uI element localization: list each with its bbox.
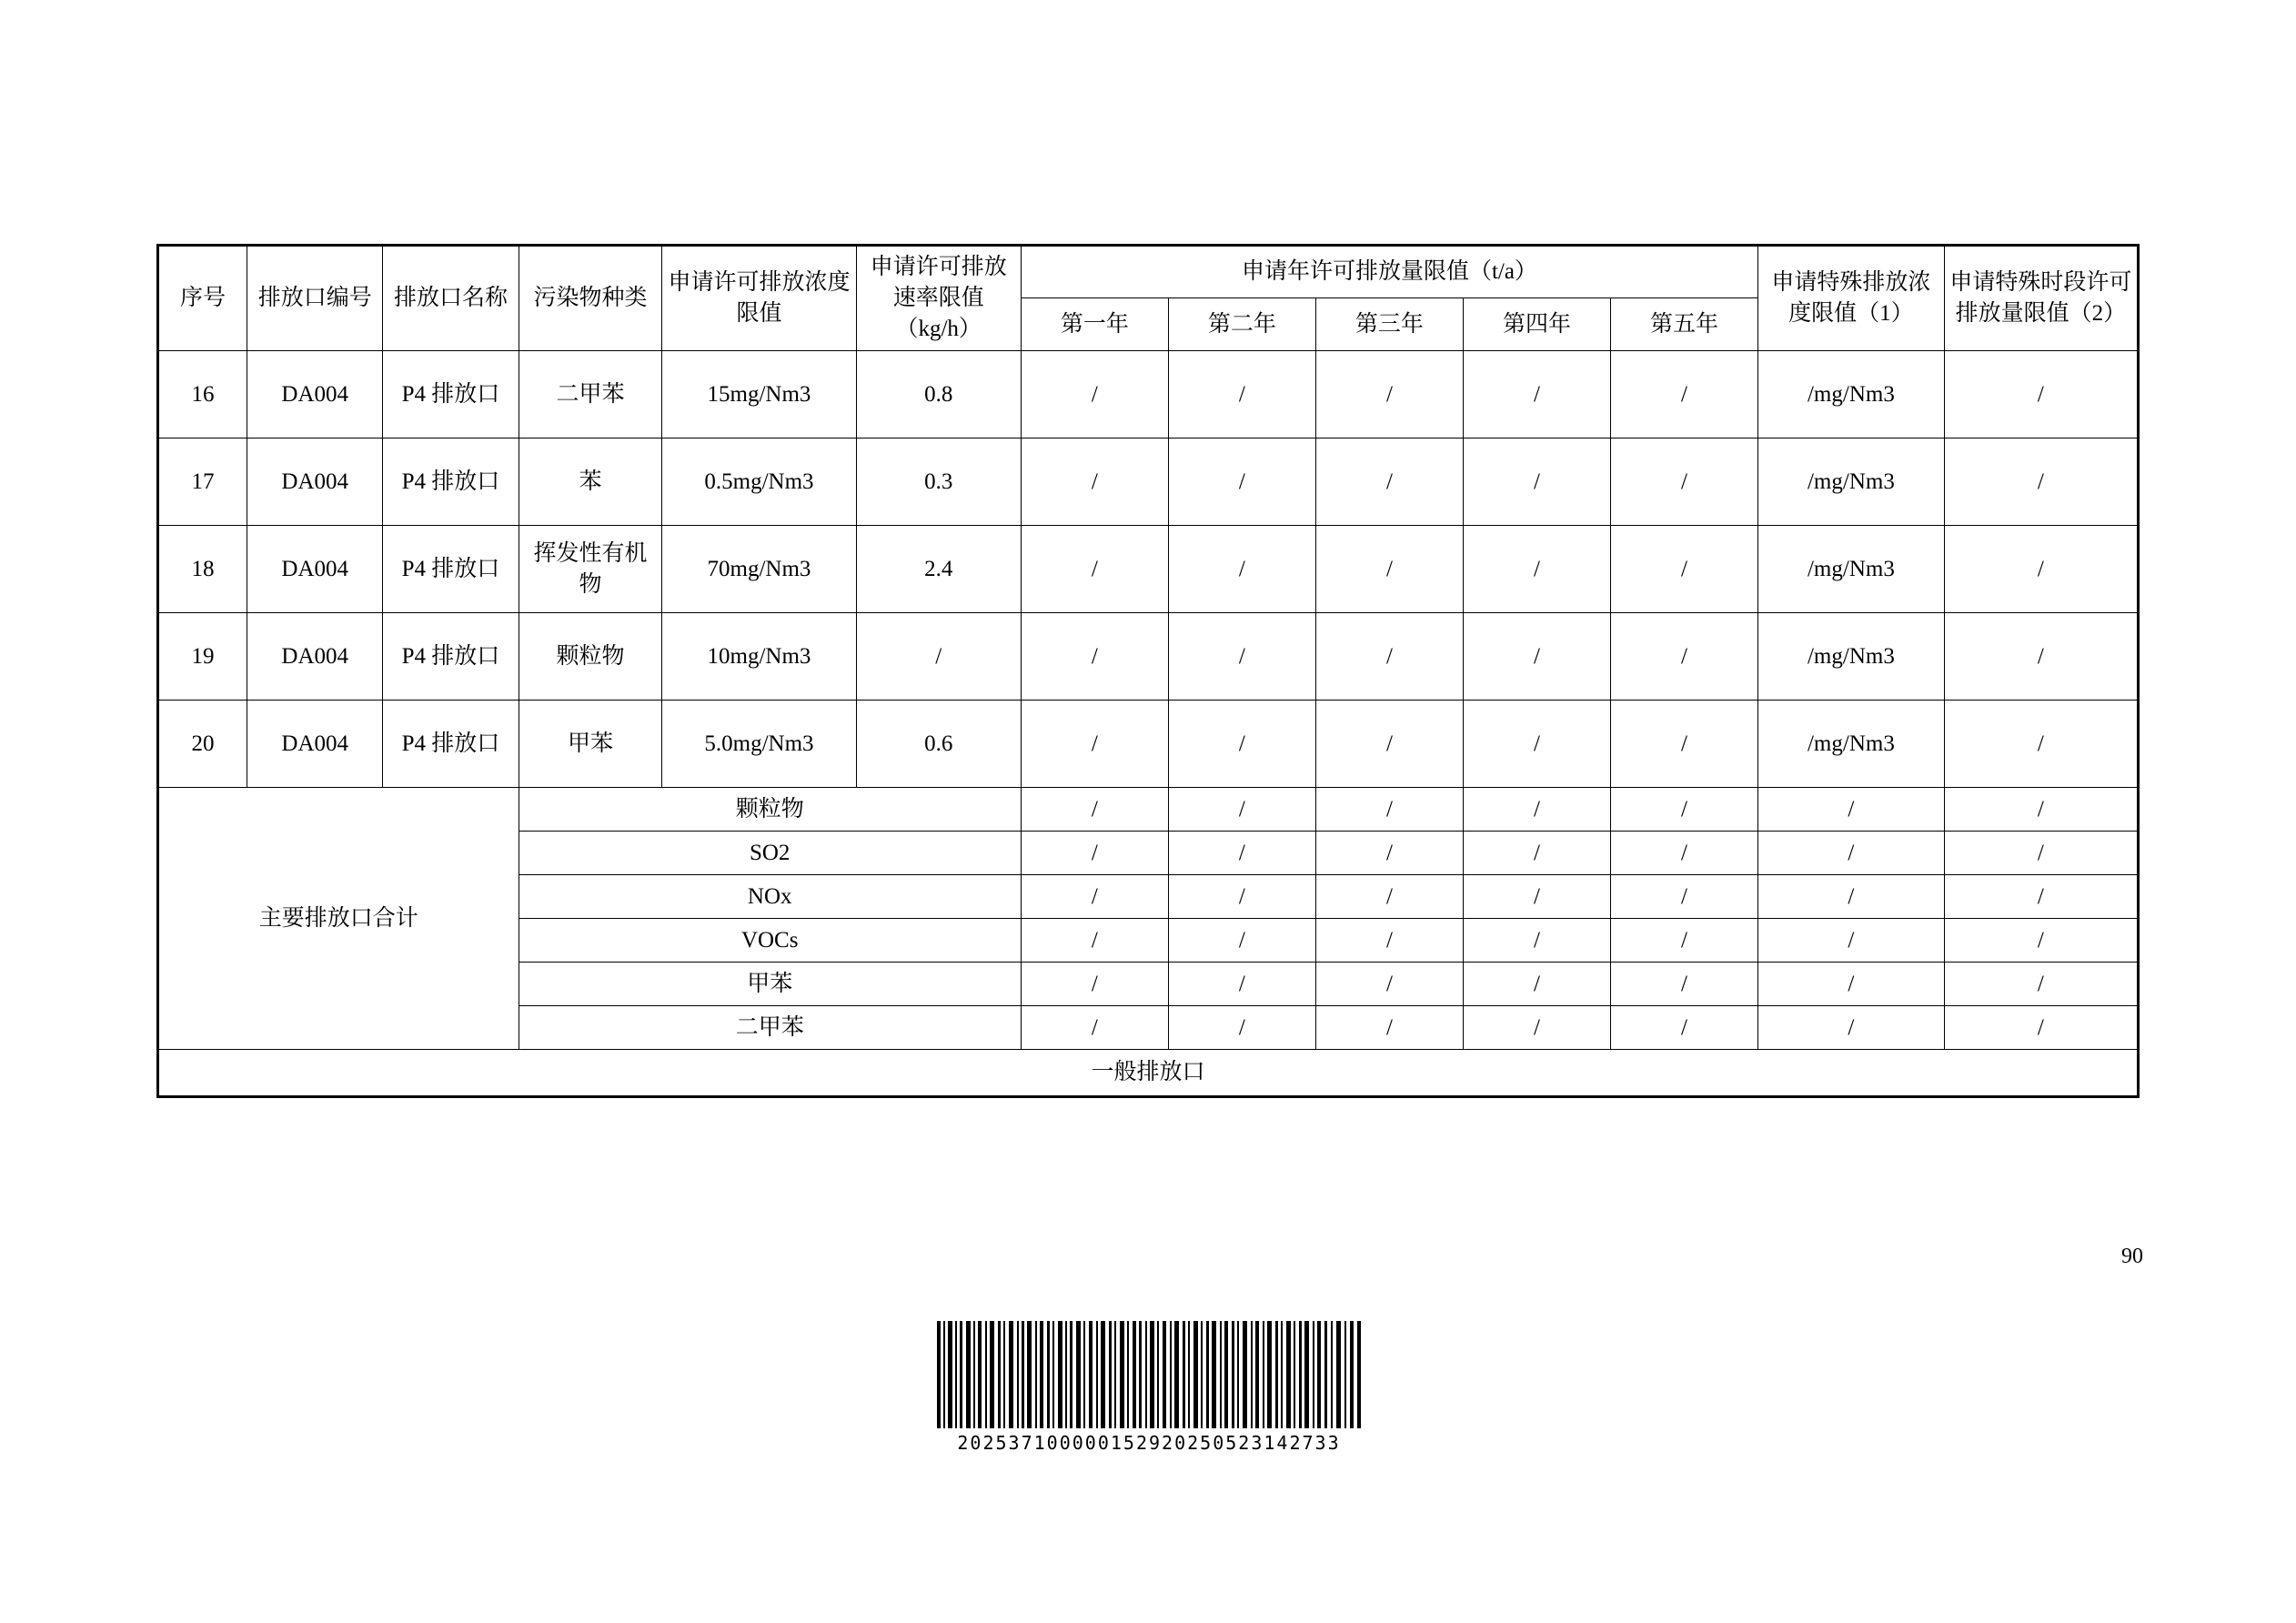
table-row [158,701,2139,788]
summary-year-2: / [1168,963,1315,1006]
cell-special-period: / [1944,701,2138,788]
cell-year-5: / [1611,351,1758,439]
cell-concentration-limit: 15mg/Nm3 [662,351,856,439]
cell-seq: 19 [158,613,247,701]
summary-year-3: / [1315,875,1463,919]
cell-pollutant-type: 苯 [519,439,662,526]
cell-year-3: / [1315,701,1463,788]
cell-special-period: / [1944,439,2138,526]
cell-rate-limit: 0.3 [856,439,1021,526]
summary-year-5: / [1611,788,1758,832]
cell-concentration-limit: 0.5mg/Nm3 [662,439,856,526]
summary-pollutant: NOx [519,875,1021,919]
header-annual-limit-group: 申请年许可排放量限值（t/a） [1021,246,1757,298]
header-year-1: 第一年 [1021,298,1168,351]
cell-special-concentration: /mg/Nm3 [1758,613,1945,701]
summary-year-3: / [1315,1006,1463,1050]
summary-year-4: / [1463,919,1610,963]
cell-year-4: / [1463,526,1610,613]
summary-special-period: / [1944,832,2138,875]
cell-year-1: / [1021,701,1168,788]
summary-year-4: / [1463,875,1610,919]
summary-year-4: / [1463,1006,1610,1050]
cell-concentration-limit: 70mg/Nm3 [662,526,856,613]
footer-row [158,1050,2139,1097]
summary-pollutant: 颗粒物 [519,788,1021,832]
cell-outlet-code: DA004 [247,701,383,788]
barcode-number: 202537100000152920250523142733 [957,1432,1341,1454]
summary-pollutant: 甲苯 [519,963,1021,1006]
summary-year-1: / [1021,963,1168,1006]
cell-outlet-code: DA004 [247,439,383,526]
cell-year-3: / [1315,526,1463,613]
cell-outlet-name: P4 排放口 [383,613,519,701]
summary-year-2: / [1168,832,1315,875]
summary-special-period: / [1944,919,2138,963]
table-row [158,439,2139,526]
cell-rate-limit: 0.6 [856,701,1021,788]
summary-year-1: / [1021,875,1168,919]
table-header-row-1 [158,246,2139,298]
summary-year-4: / [1463,832,1610,875]
cell-outlet-name: P4 排放口 [383,351,519,439]
summary-row [158,788,2139,832]
cell-outlet-code: DA004 [247,351,383,439]
summary-year-5: / [1611,963,1758,1006]
table-row [158,613,2139,701]
cell-year-5: / [1611,701,1758,788]
footer-general-outlet: 一般排放口 [158,1050,2139,1097]
cell-special-period: / [1944,613,2138,701]
summary-pollutant: SO2 [519,832,1021,875]
cell-year-4: / [1463,439,1610,526]
cell-year-5: / [1611,439,1758,526]
header-outlet-name: 排放口名称 [383,246,519,351]
header-concentration-limit: 申请许可排放浓度限值 [662,246,856,351]
cell-year-5: / [1611,613,1758,701]
cell-seq: 18 [158,526,247,613]
table-row [158,351,2139,439]
summary-label: 主要排放口合计 [158,788,519,1050]
summary-year-1: / [1021,1006,1168,1050]
cell-year-4: / [1463,613,1610,701]
cell-year-1: / [1021,439,1168,526]
cell-year-2: / [1168,439,1315,526]
cell-pollutant-type: 颗粒物 [519,613,662,701]
cell-year-2: / [1168,526,1315,613]
cell-year-3: / [1315,439,1463,526]
cell-special-concentration: /mg/Nm3 [1758,439,1945,526]
summary-special-period: / [1944,963,2138,1006]
header-outlet-code: 排放口编号 [247,246,383,351]
cell-rate-limit: 2.4 [856,526,1021,613]
barcode-image [935,1321,1363,1428]
cell-year-3: / [1315,613,1463,701]
cell-year-5: / [1611,526,1758,613]
summary-year-5: / [1611,919,1758,963]
barcode-block [935,1321,1363,1454]
summary-special-period: / [1944,1006,2138,1050]
summary-pollutant: VOCs [519,919,1021,963]
summary-year-5: / [1611,832,1758,875]
emission-permit-table [156,244,2140,1098]
summary-special-concentration: / [1758,875,1945,919]
cell-outlet-name: P4 排放口 [383,439,519,526]
cell-year-4: / [1463,351,1610,439]
cell-seq: 17 [158,439,247,526]
cell-year-3: / [1315,351,1463,439]
header-year-5: 第五年 [1611,298,1758,351]
cell-seq: 16 [158,351,247,439]
header-pollutant-type: 污染物种类 [519,246,662,351]
summary-year-1: / [1021,788,1168,832]
cell-pollutant-type: 挥发性有机物 [519,526,662,613]
header-rate-limit: 申请许可排放速率限值（kg/h） [856,246,1021,351]
cell-seq: 20 [158,701,247,788]
header-seq: 序号 [158,246,247,351]
cell-year-2: / [1168,701,1315,788]
cell-rate-limit: / [856,613,1021,701]
summary-special-period: / [1944,788,2138,832]
cell-special-concentration: /mg/Nm3 [1758,351,1945,439]
cell-outlet-code: DA004 [247,613,383,701]
summary-special-concentration: / [1758,1006,1945,1050]
cell-year-1: / [1021,526,1168,613]
cell-special-period: / [1944,351,2138,439]
cell-concentration-limit: 10mg/Nm3 [662,613,856,701]
cell-special-concentration: /mg/Nm3 [1758,526,1945,613]
cell-special-period: / [1944,526,2138,613]
header-special-concentration: 申请特殊排放浓度限值（1） [1758,246,1945,351]
summary-year-5: / [1611,875,1758,919]
emission-permit-table-wrapper [156,244,2140,1098]
cell-year-2: / [1168,613,1315,701]
header-year-3: 第三年 [1315,298,1463,351]
summary-year-4: / [1463,963,1610,1006]
summary-year-3: / [1315,788,1463,832]
summary-year-1: / [1021,919,1168,963]
header-year-2: 第二年 [1168,298,1315,351]
summary-special-concentration: / [1758,788,1945,832]
summary-special-concentration: / [1758,832,1945,875]
cell-year-4: / [1463,701,1610,788]
cell-year-2: / [1168,351,1315,439]
summary-pollutant: 二甲苯 [519,1006,1021,1050]
page-number: 90 [2121,1245,2143,1268]
summary-special-period: / [1944,875,2138,919]
cell-outlet-name: P4 排放口 [383,701,519,788]
table-row [158,526,2139,613]
cell-year-1: / [1021,613,1168,701]
header-year-4: 第四年 [1463,298,1610,351]
cell-outlet-name: P4 排放口 [383,526,519,613]
summary-year-5: / [1611,1006,1758,1050]
summary-year-3: / [1315,963,1463,1006]
cell-pollutant-type: 甲苯 [519,701,662,788]
summary-special-concentration: / [1758,963,1945,1006]
summary-year-2: / [1168,1006,1315,1050]
summary-year-4: / [1463,788,1610,832]
summary-year-2: / [1168,788,1315,832]
cell-pollutant-type: 二甲苯 [519,351,662,439]
cell-concentration-limit: 5.0mg/Nm3 [662,701,856,788]
summary-year-1: / [1021,832,1168,875]
summary-special-concentration: / [1758,919,1945,963]
summary-year-3: / [1315,919,1463,963]
cell-rate-limit: 0.8 [856,351,1021,439]
cell-special-concentration: /mg/Nm3 [1758,701,1945,788]
summary-year-3: / [1315,832,1463,875]
summary-year-2: / [1168,919,1315,963]
cell-outlet-code: DA004 [247,526,383,613]
summary-year-2: / [1168,875,1315,919]
cell-year-1: / [1021,351,1168,439]
header-special-period: 申请特殊时段许可排放量限值（2） [1944,246,2138,351]
